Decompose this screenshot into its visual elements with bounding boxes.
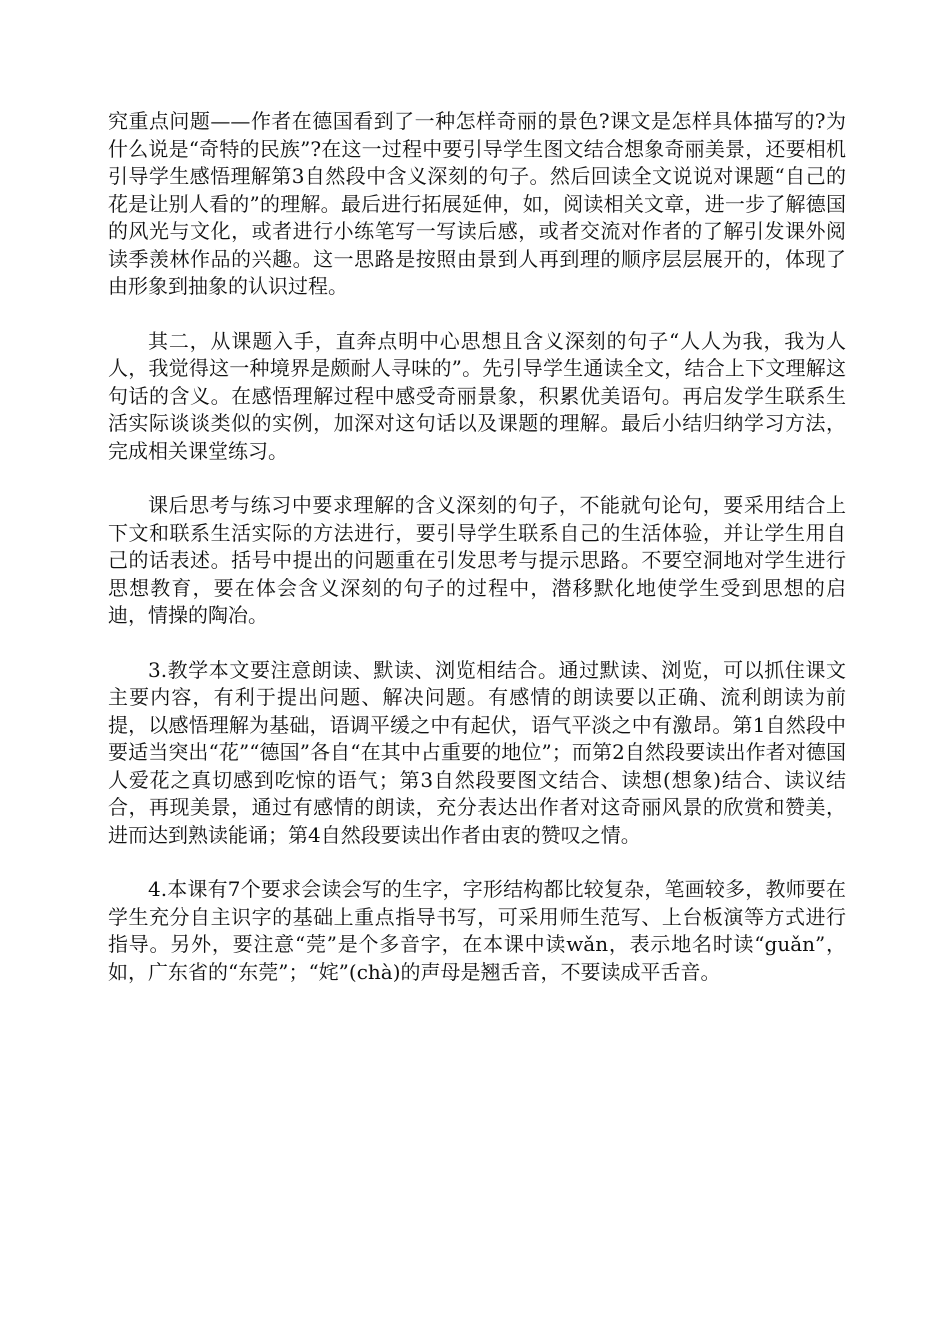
paragraph-reading-approach-one: 究重点问题——作者在德国看到了一种怎样奇丽的景色?课文是怎样具体描写的?为什么说是“奇特的民族”?在这一过程中要引导学生图文结合想象奇丽美景，还要相机引导学生感悟理解第3自然段中含义深刻的句子。然后回读全文说说对课题“自己的花是让别人看的”的理解。最后进行拓展延伸，如，阅读相关文章，进一步了解德国的风光与文化，或者进行小练笔写一写读后感，或者交流对作者的了解引发课外阅读季羡林作品的兴趣。这一思路是按照由景到人再到理的顺序层层展开的，体现了由形象到抽象的认识过程。 [108, 109, 846, 298]
paragraph-point-4-characters: 4.本课有7个要求会读会写的生字，字形结构都比较复杂，笔画较多，教师要在学生充分自主识字的基础上重点指导书写，可采用师生范写、上台板演等方式进行指导。另外，要注意“莞”是个多音字，在本课中读wǎn，表示地名时读“guǎn”，如，广东省的“东莞”；“姹”(chà)的声母是翘舌音，不要读成平舌音。 [108, 877, 846, 984]
document-body [108, 108, 846, 1013]
paragraph-exercise-guidance: 课后思考与练习中要求理解的含义深刻的句子，不能就句论句，要采用结合上下文和联系生活实际的方法进行，要引导学生联系自己的生活体验，并让学生用自己的话表述。括号中提出的问题重在引发思考与提示思路。不要空洞地对学生进行思想教育，要在体会含义深刻的句子的过程中，潜移默化地使学生受到思想的启迪，情操的陶冶。 [108, 493, 846, 627]
paragraph-reading-approach-two: 其二，从课题入手，直奔点明中心思想且含义深刻的句子“人人为我，我为人人，我觉得这一种境界是颇耐人寻味的”。先引导学生通读全文，结合上下文理解这句话的含义。在感悟理解过程中感受奇丽景象，积累优美语句。再启发学生联系生活实际谈谈类似的实例，加深对这句话以及课题的理解。最后小结归纳学习方法，完成相关课堂练习。 [108, 328, 846, 463]
paragraph-point-3-reading: 3.教学本文要注意朗读、默读、浏览相结合。通过默读、浏览，可以抓住课文主要内容，有利于提出问题、解决问题。有感情的朗读要以正确、流利朗读为前提，以感悟理解为基础，语调平缓之中有起伏，语气平淡之中有激昂。第1自然段中要适当突出“花”“德国”各自“在其中占重要的地位”；而第2自然段要读出作者对德国人爱花之真切感到吃惊的语气；第3自然段要图文结合、读想(想象)结合、读议结合，再现美景，通过有感情的朗读，充分表达出作者对这奇丽风景的欣赏和赞美，进而达到熟读能诵；第4自然段要读出作者由衷的赞叹之情。 [108, 657, 846, 847]
